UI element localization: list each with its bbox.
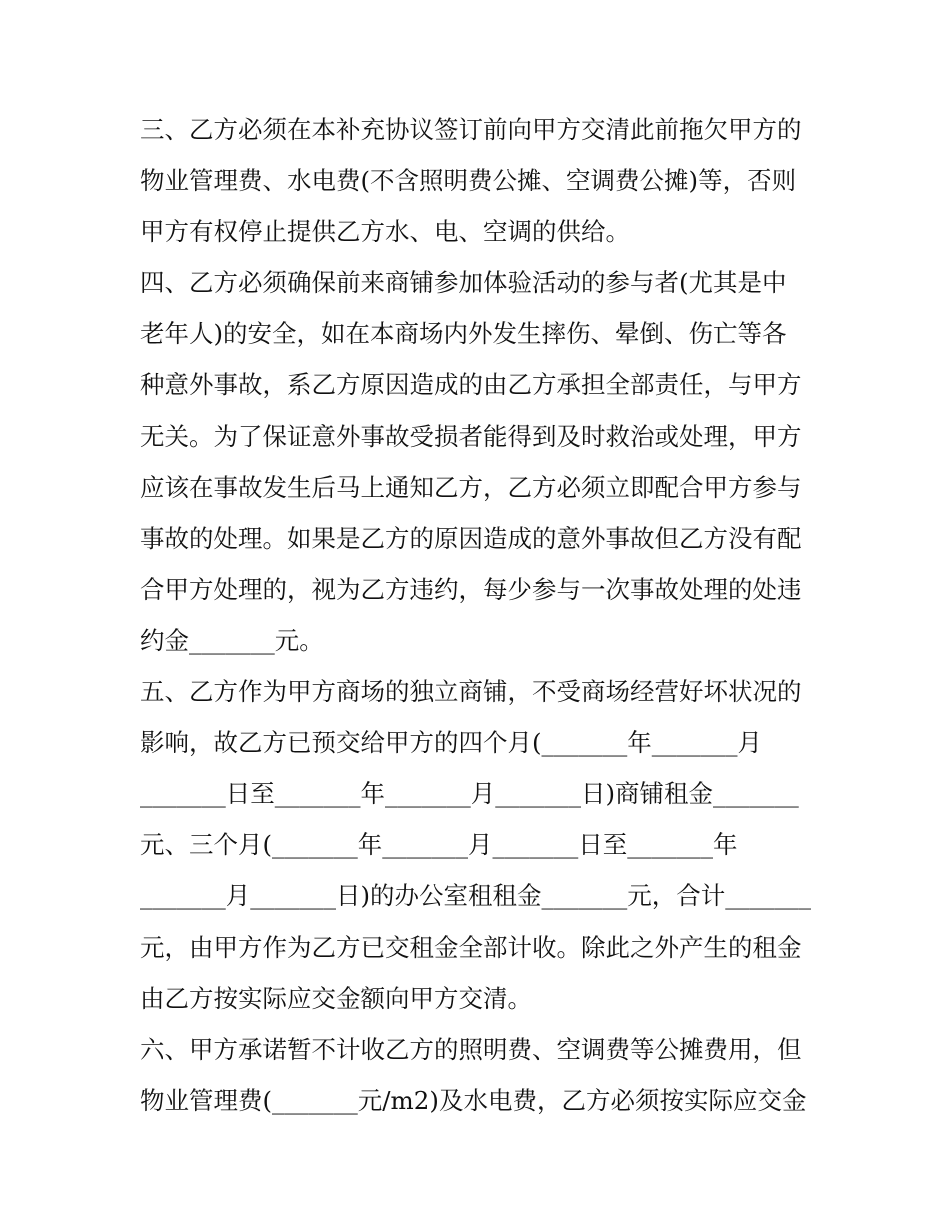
- contract-text: [140, 104, 820, 1126]
- text-line: 五、乙方作为甲方商场的独立商铺，不受商场经营好坏状况的: [140, 677, 802, 707]
- text-line: 种意外事故，系乙方原因造成的由乙方承担全部责任，与甲方: [140, 370, 802, 400]
- text-line: 应该在事故发生后马上通知乙方，乙方必须立即配合甲方参与: [140, 472, 802, 502]
- text-line: 元、三个月(_______年_______月_______日至_______年: [140, 830, 738, 860]
- text-line: _______月_______日)的办公室租租金_______元，合计_______: [140, 881, 812, 911]
- text-line: 元，由甲方作为乙方已交租金全部计收。除此之外产生的租金: [140, 932, 802, 962]
- text-line: 物业管理费、水电费(不含照明费公摊、空调费公摊)等，否则: [140, 166, 797, 196]
- text-line: 由乙方按实际应交金额向甲方交清。: [140, 983, 532, 1013]
- text-line: 影响，故乙方已预交给甲方的四个月(_______年_______月: [140, 728, 763, 758]
- text-line: 四、乙方必须确保前来商铺参加体验活动的参与者(尤其是中: [140, 268, 787, 298]
- text-line: 无关。为了保证意外事故受损者能得到及时救治或处理，甲方: [140, 421, 802, 451]
- text-line: 事故的处理。如果是乙方的原因造成的意外事故但乙方没有配: [140, 523, 802, 553]
- text-line: 三、乙方必须在本补充协议签订前向甲方交清此前拖欠甲方的: [140, 115, 802, 144]
- text-line: 约金_______元。: [140, 625, 324, 655]
- text-line: _______日至_______年_______月_______日)商铺租金_______: [140, 779, 799, 809]
- text-line: 物业管理费(_______元/m2)及水电费，乙方必须按实际应交金: [140, 1085, 807, 1115]
- text-line: 老年人)的安全，如在本商场内外发生摔伤、晕倒、伤亡等各: [140, 319, 787, 349]
- text-line: 甲方有权停止提供乙方水、电、空调的供给。: [140, 217, 630, 247]
- text-line: 六、甲方承诺暂不计收乙方的照明费、空调费等公摊费用，但: [140, 1034, 802, 1064]
- text-line: 合甲方处理的，视为乙方违约，每少参与一次事故处理的处违: [140, 574, 802, 604]
